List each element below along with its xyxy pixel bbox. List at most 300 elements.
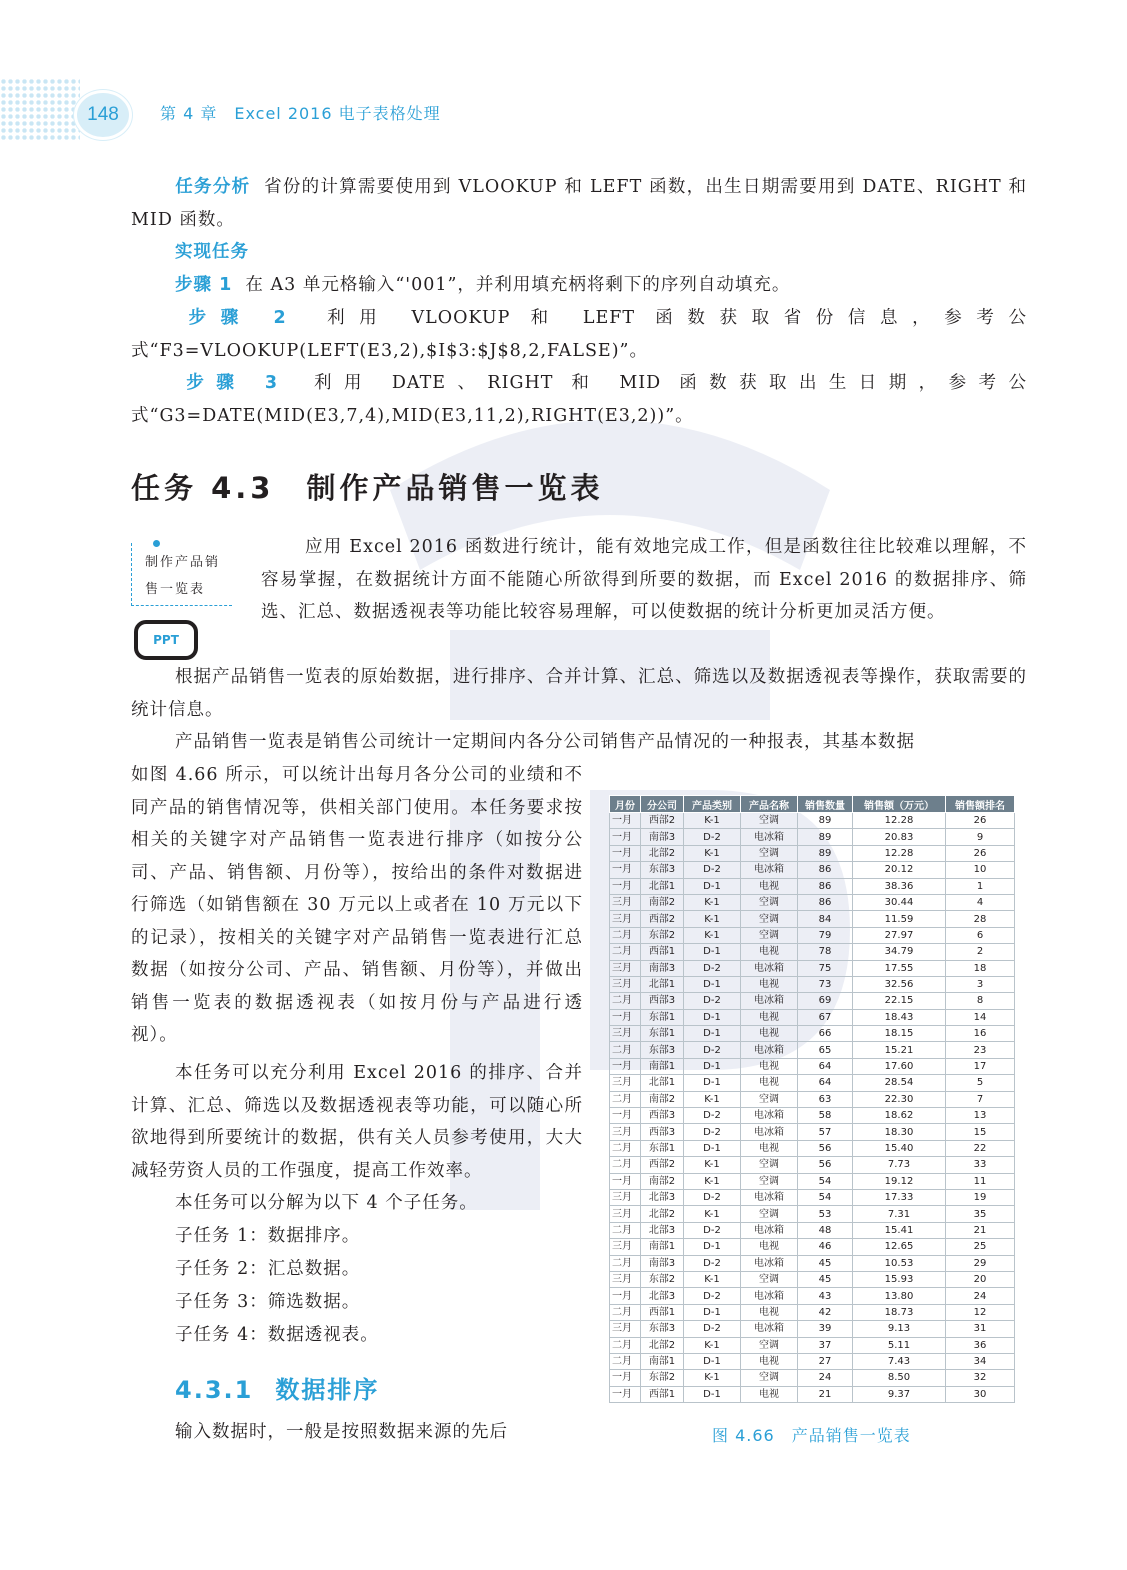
table-cell: 14 (946, 1009, 1015, 1025)
task-analysis-text: 省份的计算需要使用到 VLOOKUP 和 LEFT 函数，出生日期需要用到 DATE、RIGHT 和 MID 函数。 (131, 177, 1027, 230)
table-cell: 9.13 (853, 1321, 946, 1337)
table-cell: 25 (946, 1239, 1015, 1255)
table-cell: 二月 (610, 927, 641, 943)
table-row (610, 976, 1015, 992)
table-cell: 二月 (610, 993, 641, 1009)
sidebar-line2: 售一览表 (145, 582, 206, 597)
table-cell: 空调 (741, 1370, 798, 1386)
table-cell: 电冰箱 (741, 1108, 798, 1124)
table-cell: D-2 (684, 1042, 741, 1058)
table-cell: 三月 (610, 976, 641, 992)
table-cell: 一月 (610, 1370, 641, 1386)
table-cell: 29 (946, 1255, 1015, 1271)
table-cell: 电冰箱 (741, 1255, 798, 1271)
table-cell: 南部3 (641, 829, 684, 845)
table-cell: 86 (798, 862, 853, 878)
table-cell: K-1 (684, 1370, 741, 1386)
table-cell: 64 (798, 1058, 853, 1074)
table-row (610, 829, 1015, 845)
table-cell: 三月 (610, 1026, 641, 1042)
subsection-number: 4.3.1 (175, 1376, 254, 1404)
table-row (610, 1386, 1015, 1402)
table-cell: 10.53 (853, 1255, 946, 1271)
table-cell: 53 (798, 1206, 853, 1222)
table-cell: 17.55 (853, 960, 946, 976)
table-cell: 15.40 (853, 1140, 946, 1156)
step3-label: 步骤 3 (175, 373, 279, 393)
table-cell: 12.65 (853, 1239, 946, 1255)
table-cell: 电冰箱 (741, 960, 798, 976)
table-row (610, 1304, 1015, 1320)
table-cell: 空调 (741, 911, 798, 927)
table-row (610, 1321, 1015, 1337)
paragraph-5: 本任务可以分解为以下 4 个子任务。 (175, 1193, 478, 1213)
table-cell: K-1 (684, 1337, 741, 1353)
table-row (610, 993, 1015, 1009)
table-cell: D-1 (684, 1304, 741, 1320)
table-cell: 北部1 (641, 976, 684, 992)
table-row (610, 1255, 1015, 1271)
table-cell: D-2 (684, 960, 741, 976)
header-dot-pattern (0, 78, 80, 142)
table-cell: 56 (798, 1140, 853, 1156)
table-cell: 电视 (741, 1140, 798, 1156)
table-cell: 西部2 (641, 911, 684, 927)
table-cell: 二月 (610, 1042, 641, 1058)
table-cell: 31 (946, 1321, 1015, 1337)
table-cell: 三月 (610, 1239, 641, 1255)
table-cell: 西部1 (641, 1304, 684, 1320)
table-row (610, 1222, 1015, 1238)
table-cell: 南部2 (641, 1091, 684, 1107)
table-cell: 18.73 (853, 1304, 946, 1320)
table-cell: 75 (798, 960, 853, 976)
table-cell: 37 (798, 1337, 853, 1353)
task-analysis-paragraph (131, 171, 1027, 236)
table-cell: 7.43 (853, 1353, 946, 1369)
step1-label: 步骤 1 (175, 275, 233, 295)
table-cell: 12 (946, 1304, 1015, 1320)
realize-task-heading (131, 236, 1027, 269)
table-cell: 34 (946, 1353, 1015, 1369)
table-cell: 东部1 (641, 1140, 684, 1156)
table-row (610, 1206, 1015, 1222)
table-cell: 89 (798, 829, 853, 845)
table-cell: 电视 (741, 1075, 798, 1091)
table-cell: 46 (798, 1239, 853, 1255)
table-row (610, 1042, 1015, 1058)
table-cell: 8.50 (853, 1370, 946, 1386)
col-header: 销售额排名 (946, 796, 1015, 813)
step2-label: 步骤 2 (175, 308, 287, 328)
table-cell: 78 (798, 944, 853, 960)
table-cell: 54 (798, 1189, 853, 1205)
table-cell: K-1 (684, 1173, 741, 1189)
table-cell: 7 (946, 1091, 1015, 1107)
table-cell: 1 (946, 878, 1015, 894)
table-cell: 89 (798, 813, 853, 829)
table-cell: 南部3 (641, 1255, 684, 1271)
table-cell: D-2 (684, 829, 741, 845)
table-cell: 东部2 (641, 927, 684, 943)
table-cell: 64 (798, 1075, 853, 1091)
table-cell: D-2 (684, 1288, 741, 1304)
table-row (610, 960, 1015, 976)
realize-task-label: 实现任务 (175, 242, 249, 262)
table-row (610, 944, 1015, 960)
table-cell: 15.21 (853, 1042, 946, 1058)
table-cell: 南部2 (641, 894, 684, 910)
table-cell: 12.28 (853, 845, 946, 861)
table-cell: 66 (798, 1026, 853, 1042)
table-cell: 86 (798, 878, 853, 894)
table-cell: 一月 (610, 1173, 641, 1189)
table-cell: 22.15 (853, 993, 946, 1009)
section-title: 制作产品销售一览表 (306, 471, 604, 505)
table-cell: 73 (798, 976, 853, 992)
table-cell: 32 (946, 1370, 1015, 1386)
table-cell: K-1 (684, 845, 741, 861)
table-cell: 三月 (610, 1206, 641, 1222)
table-cell: 北部3 (641, 1189, 684, 1205)
table-cell: 45 (798, 1255, 853, 1271)
table-cell: 38.36 (853, 878, 946, 894)
table-row (610, 1140, 1015, 1156)
table-cell: 一月 (610, 1058, 641, 1074)
table-cell: 东部3 (641, 862, 684, 878)
table-row (610, 1091, 1015, 1107)
table-row (610, 1108, 1015, 1124)
table-cell: 西部3 (641, 993, 684, 1009)
sidebar-line1: 制作产品销 (145, 555, 221, 570)
table-cell: 南部1 (641, 1239, 684, 1255)
table-cell: 三月 (610, 894, 641, 910)
table-cell: 8 (946, 993, 1015, 1009)
table-cell: 9.37 (853, 1386, 946, 1402)
table-cell: 空调 (741, 1206, 798, 1222)
table-cell: 北部2 (641, 845, 684, 861)
table-cell: 5.11 (853, 1337, 946, 1353)
table-cell: 79 (798, 927, 853, 943)
table-cell: 45 (798, 1271, 853, 1287)
table-cell: 24 (798, 1370, 853, 1386)
table-cell: 东部3 (641, 1042, 684, 1058)
table-cell: D-1 (684, 1353, 741, 1369)
table-row (610, 878, 1015, 894)
table-cell: D-1 (684, 944, 741, 960)
table-cell: 28.54 (853, 1075, 946, 1091)
table-cell: 西部2 (641, 1157, 684, 1173)
table-cell: 18.62 (853, 1108, 946, 1124)
ppt-badge-icon: PPT (134, 620, 198, 660)
table-cell: 15.41 (853, 1222, 946, 1238)
table-cell: 三月 (610, 911, 641, 927)
table-cell: 21 (798, 1386, 853, 1402)
sidebar-label (145, 549, 220, 603)
table-cell: 东部2 (641, 1271, 684, 1287)
table-cell: 电视 (741, 1009, 798, 1025)
table-cell: 电冰箱 (741, 1222, 798, 1238)
table-cell: 56 (798, 1157, 853, 1173)
table-cell: K-1 (684, 1157, 741, 1173)
table-cell: 北部3 (641, 1222, 684, 1238)
intro-paragraph: 应用 Excel 2016 函数进行统计，能有效地完成工作，但是函数往往比较难以理解，不容易掌握，在数据统计方面不能随心所欲得到所要的数据，而 Excel 2016 的数据排序、筛选、汇总、数据透视表等功能比较容易理解，可以使数据的统计分析更加灵活方便。 (261, 537, 1027, 622)
table-row (610, 1189, 1015, 1205)
page-number: 148 (74, 90, 132, 140)
table-cell: D-2 (684, 1255, 741, 1271)
table-cell: 28 (946, 911, 1015, 927)
table-cell: 西部1 (641, 944, 684, 960)
table-cell: K-1 (684, 1271, 741, 1287)
paragraph-6: 输入数据时，一般是按照数据来源的先后 (175, 1422, 508, 1442)
table-cell: 二月 (610, 1157, 641, 1173)
table-cell: K-1 (684, 927, 741, 943)
table-cell: 6 (946, 927, 1015, 943)
table-row (610, 862, 1015, 878)
table-row (610, 1173, 1015, 1189)
table-cell: 18 (946, 960, 1015, 976)
table-cell: 一月 (610, 1386, 641, 1402)
table-cell: 30.44 (853, 894, 946, 910)
table-cell: 空调 (741, 927, 798, 943)
table-cell: 北部2 (641, 1337, 684, 1353)
table-cell: D-2 (684, 1124, 741, 1140)
section-heading (131, 466, 604, 507)
table-row (610, 1157, 1015, 1173)
table-cell: 南部3 (641, 960, 684, 976)
table-cell: 电冰箱 (741, 993, 798, 1009)
table-cell: 西部3 (641, 1108, 684, 1124)
table-cell: 10 (946, 862, 1015, 878)
table-row (610, 911, 1015, 927)
step1-paragraph (131, 269, 1027, 302)
table-cell: 65 (798, 1042, 853, 1058)
sales-table (609, 795, 1015, 1403)
table-cell: 67 (798, 1009, 853, 1025)
table-cell: K-1 (684, 1091, 741, 1107)
table-cell: 西部3 (641, 1124, 684, 1140)
table-row (610, 1271, 1015, 1287)
table-row (610, 1026, 1015, 1042)
table-cell: 西部1 (641, 1386, 684, 1402)
table-cell: 三月 (610, 1271, 641, 1287)
table-cell: 南部1 (641, 1353, 684, 1369)
table-cell: 22.30 (853, 1091, 946, 1107)
table-cell: 7.73 (853, 1157, 946, 1173)
table-cell: 20.12 (853, 862, 946, 878)
paragraph-3-rest: 如图 4.66 所示，可以统计出每月各分公司的业绩和不同产品的销售情况等，供相关部门使用。本任务要求按相关的关键字对产品销售一览表进行排序（如按分公司、产品、销售额、月份等），按给出的条件对数据进行筛选（如销售额在 30 万元以上或者在 10 万元以下的记录），按相关的关键字对产品销售一览表进行汇总数据（如按分公司、产品、销售额、月份等），并做出销售一览表的数据透视表（如按月份与产品进行透视）。 (131, 765, 583, 1045)
table-cell: 36 (946, 1337, 1015, 1353)
table-cell: 一月 (610, 1288, 641, 1304)
table-cell: 18.30 (853, 1124, 946, 1140)
table-cell: D-1 (684, 1026, 741, 1042)
table-cell: D-2 (684, 1189, 741, 1205)
table-cell: D-1 (684, 976, 741, 992)
table-cell: 东部2 (641, 1370, 684, 1386)
table-cell: 北部3 (641, 1288, 684, 1304)
table-cell: 18.43 (853, 1009, 946, 1025)
table-cell: 空调 (741, 1157, 798, 1173)
table-cell: 32.56 (853, 976, 946, 992)
table-cell: 电冰箱 (741, 1189, 798, 1205)
table-cell: 3 (946, 976, 1015, 992)
chapter-title: 第 4 章 Excel 2016 电子表格处理 (160, 104, 441, 123)
subsection-heading (175, 1370, 379, 1405)
table-cell: 北部1 (641, 878, 684, 894)
table-cell: 11.59 (853, 911, 946, 927)
table-cell: 89 (798, 845, 853, 861)
table-cell: 19.12 (853, 1173, 946, 1189)
table-cell: 空调 (741, 1091, 798, 1107)
table-cell: 一月 (610, 878, 641, 894)
table-cell: 22 (946, 1140, 1015, 1156)
table-cell: D-1 (684, 1140, 741, 1156)
table-row (610, 1337, 1015, 1353)
table-cell: 电冰箱 (741, 862, 798, 878)
figure-caption: 图 4.66 产品销售一览表 (712, 1426, 911, 1445)
table-cell: 南部1 (641, 1058, 684, 1074)
table-cell: D-1 (684, 1058, 741, 1074)
table-cell: 电视 (741, 976, 798, 992)
table-cell: 42 (798, 1304, 853, 1320)
table-cell: 13 (946, 1108, 1015, 1124)
table-cell: 三月 (610, 1321, 641, 1337)
table-cell: 54 (798, 1173, 853, 1189)
col-header: 销售数量 (798, 796, 853, 813)
table-cell: D-1 (684, 1386, 741, 1402)
table-cell: 63 (798, 1091, 853, 1107)
table-cell: 5 (946, 1075, 1015, 1091)
table-cell: 18.15 (853, 1026, 946, 1042)
table-cell: K-1 (684, 911, 741, 927)
table-row (610, 1058, 1015, 1074)
table-cell: 15 (946, 1124, 1015, 1140)
table-cell: 电视 (741, 1353, 798, 1369)
table-cell: 84 (798, 911, 853, 927)
table-row (610, 1288, 1015, 1304)
table-row (610, 813, 1015, 829)
step3-text: 利用 DATE、RIGHT 和 MID 函数获取出生日期，参考公式“G3=DATE(MID(E3,7,4),MID(E3,11,2),RIGHT(E3,2))”。 (131, 373, 1027, 426)
table-cell: 24 (946, 1288, 1015, 1304)
table-cell: 三月 (610, 960, 641, 976)
table-cell: 二月 (610, 1304, 641, 1320)
table-cell: 9 (946, 829, 1015, 845)
paragraph-2: 根据产品销售一览表的原始数据，进行排序、合并计算、汇总、筛选以及数据透视表等操作，获取需要的统计信息。 (131, 667, 1027, 720)
table-cell: 二月 (610, 1255, 641, 1271)
table-cell: D-1 (684, 1009, 741, 1025)
col-header: 产品名称 (741, 796, 798, 813)
table-cell: 电视 (741, 878, 798, 894)
table-cell: 26 (946, 813, 1015, 829)
table-cell: 27.97 (853, 927, 946, 943)
table-cell: 二月 (610, 944, 641, 960)
table-cell: 北部2 (641, 1206, 684, 1222)
table-cell: 4 (946, 894, 1015, 910)
table-row (610, 1075, 1015, 1091)
table-cell: 电冰箱 (741, 1321, 798, 1337)
table-cell: 空调 (741, 1173, 798, 1189)
table-cell: 2 (946, 944, 1015, 960)
table-cell: D-2 (684, 862, 741, 878)
table-row (610, 894, 1015, 910)
subtask-3: 子任务 3：筛选数据。 (175, 1292, 361, 1312)
paragraph-3-line1: 产品销售一览表是销售公司统计一定期间内各分公司销售产品情况的一种报表，其基本数据 (175, 732, 915, 752)
table-cell: 20.83 (853, 829, 946, 845)
step1-text: 在 A3 单元格输入“'001”，并利用填充柄将剩下的序列自动填充。 (245, 275, 791, 295)
table-cell: 一月 (610, 1108, 641, 1124)
table-cell: 23 (946, 1042, 1015, 1058)
table-cell: 21 (946, 1222, 1015, 1238)
table-cell: 东部1 (641, 1026, 684, 1042)
table-cell: 电视 (741, 944, 798, 960)
table-cell: 12.28 (853, 813, 946, 829)
table-cell: 电冰箱 (741, 1288, 798, 1304)
table-cell: 空调 (741, 1271, 798, 1287)
table-cell: D-1 (684, 1239, 741, 1255)
table-cell: 11 (946, 1173, 1015, 1189)
table-cell: 电视 (741, 1026, 798, 1042)
table-cell: 57 (798, 1124, 853, 1140)
table-cell: 17.33 (853, 1189, 946, 1205)
table-cell: D-2 (684, 1321, 741, 1337)
table-cell: 电视 (741, 1304, 798, 1320)
table-cell: K-1 (684, 894, 741, 910)
table-cell: 48 (798, 1222, 853, 1238)
table-cell: K-1 (684, 1206, 741, 1222)
table-cell: 34.79 (853, 944, 946, 960)
table-cell: 电冰箱 (741, 829, 798, 845)
task-analysis-label: 任务分析 (175, 177, 251, 197)
table-cell: 19 (946, 1189, 1015, 1205)
table-cell: 27 (798, 1353, 853, 1369)
table-cell: 空调 (741, 894, 798, 910)
section-number: 任务 4.3 (131, 471, 275, 505)
table-cell: 北部1 (641, 1075, 684, 1091)
table-cell: 17.60 (853, 1058, 946, 1074)
table-row (610, 1009, 1015, 1025)
table-cell: 26 (946, 845, 1015, 861)
table-header-row (610, 796, 1015, 813)
table-row (610, 1124, 1015, 1140)
table-cell: 电冰箱 (741, 1042, 798, 1058)
table-cell: 电视 (741, 1058, 798, 1074)
step2-text: 利用 VLOOKUP 和 LEFT 函数获取省份信息，参考公式“F3=VLOOKUP(LEFT(E3,2),$I$3:$J$8,2,FALSE)”。 (131, 308, 1027, 361)
table-cell: 33 (946, 1157, 1015, 1173)
table-cell: 58 (798, 1108, 853, 1124)
step3-paragraph (131, 367, 1027, 432)
paragraph-4: 本任务可以充分利用 Excel 2016 的排序、合并计算、汇总、筛选以及数据透视表等功能，可以随心所欲地得到所要统计的数据，供有关人员参考使用，大大减轻劳资人员的工作强度，提高工作效率。 (131, 1063, 583, 1181)
table-cell: 7.31 (853, 1206, 946, 1222)
table-cell: 一月 (610, 829, 641, 845)
subtask-2: 子任务 2：汇总数据。 (175, 1259, 361, 1279)
table-cell: 三月 (610, 1124, 641, 1140)
table-cell: 13.80 (853, 1288, 946, 1304)
subtask-4: 子任务 4：数据透视表。 (175, 1325, 379, 1345)
sidebar-dot-icon (153, 540, 160, 547)
step2-paragraph (131, 302, 1027, 367)
table-cell: 一月 (610, 1009, 641, 1025)
table-cell: 69 (798, 993, 853, 1009)
col-header: 销售额（万元） (853, 796, 946, 813)
table-row (610, 927, 1015, 943)
table-cell: 15.93 (853, 1271, 946, 1287)
table-cell: 一月 (610, 813, 641, 829)
table-cell: 东部3 (641, 1321, 684, 1337)
table-row (610, 1370, 1015, 1386)
table-cell: 一月 (610, 862, 641, 878)
table-cell: 三月 (610, 1075, 641, 1091)
table-cell: 16 (946, 1026, 1015, 1042)
